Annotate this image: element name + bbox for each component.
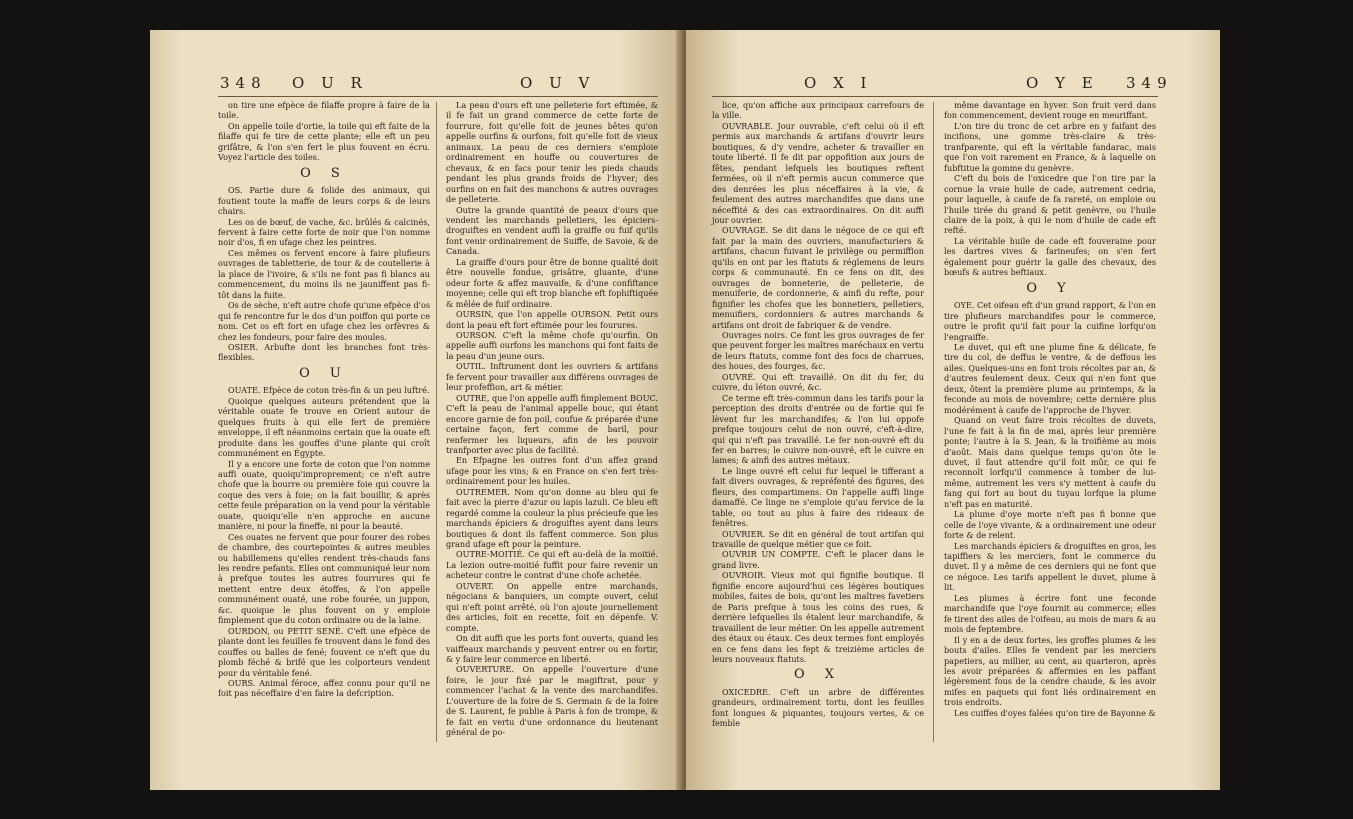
entry-paragraph: Les plumes à écrire font une feconde marchandife que l'oye fournit au commerce; elles fe tirent des ailes de l'oifeau, au mois de mars & au mois de feptembre.: [944, 592, 1156, 635]
right-page: [686, 30, 1220, 790]
entry-paragraph: Ces mêmes os fervent encore à faire plufieurs ouvrages de tabletterie, de tour & de coutellerie à la place de l'ivoire, & s'ils ne font pas fi blancs au commencement, du moins ils ne jauniffent pas fi-tôt dans la fuite.: [218, 247, 430, 300]
entry-paragraph: Ce terme eft très-commun dans les tarifs pour la perception des droits d'entrée ou de fortie qui fe lèvent fur les marchandifes; & l'on lui oppofe prefque toujours celui de non ouvré, c'eft-à-dire, qui qui n'eft pas travaillé. Le fer non-ouvré eft du fer en barres; le cuivre non-ouvré, eft le cuivre en lames; & ainfi des autres métaux.: [712, 392, 924, 466]
entry-paragraph: Ouvrages noirs. Ce font les gros ouvrages de fer que peuvent forger les maîtres maréchaux en vertu de leurs ftatuts, comme font des focs de charrues, des houes, des fourges, &c.: [712, 329, 924, 372]
entry-paragraph: Quoique quelques auteurs prétendent que la véritable ouate fe trouve en Orient autour de quelques fruits à qui elle fert de première enveloppe, il eft néanmoins certain que la ouate eft produite dans les gouffes d'une plante qui croît communément en Égypte.: [218, 395, 430, 459]
page-number: 349: [1126, 74, 1173, 92]
header-rule: [218, 96, 658, 97]
entry-paragraph: L'on tire du tronc de cet arbre en y faifant des incifions, une gomme très-claire & très-tranfparente, qui eft la véritable fandarac, mais que l'on voit rarement en France, & à laquelle on fubftitue la gomme du genèvre.: [944, 120, 1156, 173]
running-head-left: O X I: [804, 74, 873, 92]
column-1: [712, 100, 924, 729]
entry-paragraph: Outre la grande quantité de peaux d'ours que vendent les marchands pelletiers, les épiciers-droguiftes en vendent auffi la graiffe ou fuif qu'ils font venir ordinairement de Suiffe, de Savoie, & de Canada.: [446, 204, 658, 257]
column-divider: [436, 102, 437, 742]
right-page-header: [686, 74, 1220, 96]
running-head-right: O U V: [520, 74, 596, 92]
left-page: [150, 30, 682, 790]
entry-paragraph: La plume d'oye morte n'eft pas fi bonne que celle de l'oye vivante, & a ordinairement une odeur forte & de relent.: [944, 509, 1156, 541]
entry-paragraph: Les cuiffes d'oyes falées qu'on tire de Bayonne &: [954, 707, 1156, 718]
entry-paragraph: La peau d'ours eft une pelleterie fort eftimée, & il fe fait un grand commerce de cette forte de fourrure, foit qu'elle foit de jeunes bêtes qu'on appelle ourfins & ourfons, foit qu'elle foit de vieux animaux. La peau de ces derniers s'emploie ordinairement en houffe ou couvertures de chevaux, & en facs pour tenir les pieds chauds pendant les plus grands froids de l'hyver; des ourfins on en fait des manchons & autres ouvrages de pelleterie.: [446, 100, 658, 205]
entry-paragraph: OUVROIR. Vieux mot qui fignifie boutique. Il fignifie encore aujourd'hui ces légères boutiques mobiles, faites de bois, qu'ont les maîtres favetiers de Paris prefque à tous les coins des rues, & derrière lefquelles ils étalent leur marchandife, & travaillent de leur métier. On les appelle autrement des étaux ou étaux. Ces deux termes font employés en ce fens dans les fept & treizième articles de leurs nouveaux ftatuts.: [712, 570, 924, 665]
running-head-left: O U R: [292, 74, 368, 92]
entry-paragraph: on tire une efpèce de filaffe propre à faire de la toile.: [218, 100, 430, 121]
section-heading: O Y: [1026, 280, 1074, 296]
entry-paragraph: OUTRE-MOITIÉ. Ce qui eft au-delà de la moitié. La lezion outre-moitié fuffit pour faire revenir un acheteur contre le contrat d'une chofe achetée.: [446, 549, 658, 581]
entry-paragraph: OUVRAGE. Se dit dans le négoce de ce qui eft fait par la main des ouvriers, manufacturiers & artifans, chacun fuivant le privilège ou permiffion qu'ils en ont par les ftatuts & réglemens de leurs corps & communauté. En ce fens on dit, des ouvrages de bonneterie, de pelleterie, de menuiferie, de cordonnerie, & ainfi du refte, pour fignifier les chofes que les bonnetiers, pelletiers, menuifiers, cordonniers & autres marchands & artifans ont droit de fabriquer & de vendre.: [712, 225, 924, 330]
entry-paragraph: lice, qu'on affiche aux principaux carrefours de la ville.: [712, 100, 924, 121]
entry-paragraph: OUTRE, que l'on appelle auffi fimplement BOUC. C'eft la peau de l'animal appelle bouc, qui étant encore garnie de fon poil, coufue & préparée d'une certaine façon, fert comme de baril, pour renfermer les liqueurs, afin de les pouvoir tranfporter avec plus de facilité.: [446, 392, 658, 455]
entry-paragraph: On appelle toile d'ortie, la toile qui eft faite de la filaffe qui fe tire de cette plante; elle eft un peu grifâtre, & l'on s'en fert le plus fouvent en écru. Voyez l'article des toiles.: [218, 120, 430, 163]
header-rule: [712, 96, 1158, 97]
open-book: [150, 30, 1220, 790]
entry-paragraph: Il y a encore une forte de coton que l'on nomme auffi ouate, quoiqu'improprement; ce n'eft autre chofe que la bourre ou première foie qui couvre la coque des vers à foie; on la fait bouillir, & après cette feule préparation on la vend pour la véritable ouate, quoiqu'elle n'en approche en aucune manière, ni pour la fineffe, ni pour la beauté.: [218, 458, 430, 532]
entry-paragraph: OUVERTURE. On appelle l'ouverture d'une foire, le jour fixé par le magiftrat, pour y commencer l'achat & la vente des marchandifes. L'ouverture de la foire de S. Germain & de la foire de S. Laurent, fe publie à Paris à fon de trompe, & fe fait en vertu d'une ordonnance du lieutenant général de po-: [446, 664, 658, 738]
section-heading: O S: [300, 165, 348, 181]
section-heading: O X: [793, 667, 843, 683]
entry-paragraph: OYE. Cet oifeau eft d'un grand rapport, & l'on en tire plufieurs marchandifes pour le commerce, outre le profit qu'il fait pour la cuifine lorfqu'on l'engraiffe.: [944, 300, 1157, 342]
entry-paragraph: même davantage en hyver. Son fruit verd dans fon commencement, devient rouge en meuriffant.: [944, 100, 1156, 121]
entry-paragraph: La graiffe d'ours pour être de bonne qualité doit être nouvelle fondue, grisâtre, gluante, d'une odeur forte & affez mauvaife, & d'une confiftance moyenne; celle qui eft trop blanche eft fophiftiquée & mêlée de fuif ordinaire.: [446, 256, 658, 309]
column-2: [944, 100, 1156, 718]
entry-paragraph: C'eft du bois de l'oxicedre que l'on tire par la cornue la vraie huile de cade, autrement cedria, pour laquelle, à caufe de fa rareté, on emploie ou l'huile tirée du grand & petit genèvre, ou l'huile claire de la poix, à qui le nom d'huile de cade eft refté.: [944, 173, 1156, 236]
entry-paragraph: OS. Partie dure & folide des animaux, qui foutient toute la maffe de leurs corps & de leurs chairs.: [218, 185, 430, 217]
entry-paragraph: OUVRIER. Se dit en général de tout artifan qui travaille de quelque métier que ce foit.: [712, 528, 924, 550]
entry-paragraph: Ces ouates ne fervent que pour fourer des robes de chambre, des courtepointes & autres meubles ou habillemens qu'elles rendent très-chauds fans les rendre pefants. Elles ont communiqué leur nom à prefque toutes les autres fourrures qui fe mettent entre deux étoffes, & l'on appelle communément ouaté, une robe fourée, un juppon, &c. quoique le plus fouvent on y emploie fimplement que du coton ordinaire ou de la laine.: [218, 531, 430, 626]
entry-paragraph: Quand on veut faire trois récoltes de duvets, l'une fe fait à la fin de mai, après leur première ponte; l'autre à la S. Jean, & la troifième au mois d'août. Mais dans quelque temps qu'on ôte le duvet, il faut attendre qu'il foit mûr, ce qui fe reconnoît lorfqu'il commence à tomber de lui-même, autrement les vers s'y mettent à caufe du fang qui fort au bout du tuyau lorfque la plume n'eft pas en maturité.: [944, 415, 1156, 509]
entry-paragraph: Le linge ouvré eft celui fur lequel le tifferant a fait divers ouvrages, & repréfenté des figures, des fleurs, des compartimens. On l'appelle auffi linge damaffé. Ce linge ne s'emploie qu'au fervice de la table, ou tout au plus à faire des rideaux de fenêtres.: [712, 465, 924, 529]
entry-paragraph: OUVRIR UN COMPTE. C'eft le placer dans le grand livre.: [712, 549, 924, 570]
entry-paragraph: OUVRÉ. Qui eft travaillé. On dit du fer, du cuivre, du léton ouvré, &c.: [712, 371, 924, 393]
entry-paragraph: OUATE. Efpèce de coton très-fin & un peu luftré.: [228, 385, 430, 396]
entry-paragraph: OUTREMER. Nom qu'on donne au bleu qui fe fait avec la pierre d'azur ou lapis lazuli. Ce bleu eft regardé comme la couleur la plus précieufe que les marchands épiciers & droguiftes ayent dans leurs boutiques & dont ils faffent commerce. Son plus grand ufage eft pour la peinture.: [446, 486, 658, 550]
entry-paragraph: La véritable huile de cade eft fouveraine pour les dartres vives & farineufes; on s'en fert également pour guérir la galle des chevaux, des bœufs & autres beftiaux.: [944, 235, 1156, 278]
entry-paragraph: OUVRABLE. Jour ouvrable, c'eft celui où il eft permis aux marchands & artifans d'ouvrir leurs boutiques, & d'y vendre, acheter & travailler en toute liberté. Il fe dit par oppofition aux jours de fêtes, pendant lefquels les boutiques reftent fermées, où il n'eft permis aucun commerce que des denrées les plus néceffaires à la vie, & feulement des autres marchandifes que dans une néceffité & des cas extraordinaires. On dit auffi jour ouvrier.: [712, 120, 924, 225]
entry-paragraph: OURDON, ou PETIT SENÉ. C'eft une efpèce de plante dont les feuilles fe trouvent dans le fond des couffes ou balles de fené; fouvent ce n'eft que du plomb féché & brifé que les colporteurs vendent pour du véritable fené.: [218, 625, 430, 678]
entry-paragraph: OURS. Animal féroce, affez connu pour qu'il ne foit pas néceffaire d'en faire la defcription.: [218, 678, 430, 699]
entry-paragraph: Les os de bœuf, de vache, &c. brûlés & calcinés, fervent à faire cette forte de noir que l'on nomme noir d'os, fi en ufage chez les peintres.: [218, 216, 430, 248]
section-heading: O U: [299, 365, 349, 381]
entry-paragraph: OXICEDRE. C'eft un arbre de différentes grandeurs, ordinairement tortu, dont les feuilles font longues & piquantes, toujours vertes, & ce femble: [712, 686, 924, 729]
entry-paragraph: Les marchands épiciers & droguiftes en gros, les tapiffiers & les merciers, font le commerce du duvet. Il y a même de ces derniers qui ne font que ce négoce. Les tarifs appellent le duvet, plume à lit.: [944, 540, 1156, 593]
entry-paragraph: OURSON. C'eft la même chofe qu'ourfin. On appelle auffi ourfons les manchons qui font faits de la peau d'un jeune ours.: [446, 329, 658, 361]
page-number: 348: [220, 74, 267, 92]
entry-paragraph: OSIER. Arbufte dont les branches font très-flexibles.: [218, 341, 430, 363]
left-page-header: [150, 74, 682, 96]
column-divider: [933, 102, 934, 742]
running-head-right: O Y E: [1026, 74, 1099, 92]
entry-paragraph: On dit auffi que les ports font ouverts, quand les vaiffeaux marchands y peuvent entrer ou en fortir, & y faire leur commerce en liberté.: [446, 633, 658, 665]
column-2: [446, 100, 658, 738]
entry-paragraph: OURSIN, que l'on appelle OURSON. Petit ours dont la peau eft fort eftimée pour les fourures.: [446, 309, 658, 330]
entry-paragraph: Le duvet, qui eft une plume fine & délicate, fe tire du col, de deffus le ventre, & de deffous les ailes. Quelques-uns en font trois récoltes par an, & d'autres feulement deux. Ceux qui n'en font que deux, ôtent la première plume au printemps, & la feconde au mois de novembre; cette dernière plus modérément à caufe de l'approche de l'hyver.: [944, 341, 1156, 415]
entry-paragraph: OUVERT. On appelle entre marchands, négocians & banquiers, un compte ouvert, celui qui n'eft point arrêté, où l'on ajoute journellement des articles, foit en recette, foit en dépenfe. V. compte.: [446, 580, 658, 633]
entry-paragraph: En Efpagne les outres font d'un affez grand ufage pour les vins; & en France on s'en fert très-ordinairement pour les huiles.: [446, 455, 658, 487]
entry-paragraph: OUTIL. Inftrument dont les ouvriers & artifans fe fervent pour travailler aux différens ouvrages de leur profeffion, art & métier.: [446, 361, 658, 393]
entry-paragraph: Il y en a de deux fortes, les groffes plumes & les bouts d'ailes. Elles fe vendent par les merciers papetiers, au millier, au cent, au quarteron, après les avoir préparées & affermies en les paffant légèrement fous de la cendre chaude, & les avoir mifes en paquets qui font liés ordinairement en trois endroits.: [944, 634, 1156, 708]
column-1: [218, 100, 430, 699]
entry-paragraph: Os de sèche, n'eft autre chofe qu'une efpèce d'os qui fe rencontre fur le dos d'un poiffon qui porte ce nom. Cet os eft fort en ufage chez les orfèvres & chez les fondeurs, pour faire des moules.: [218, 300, 430, 342]
